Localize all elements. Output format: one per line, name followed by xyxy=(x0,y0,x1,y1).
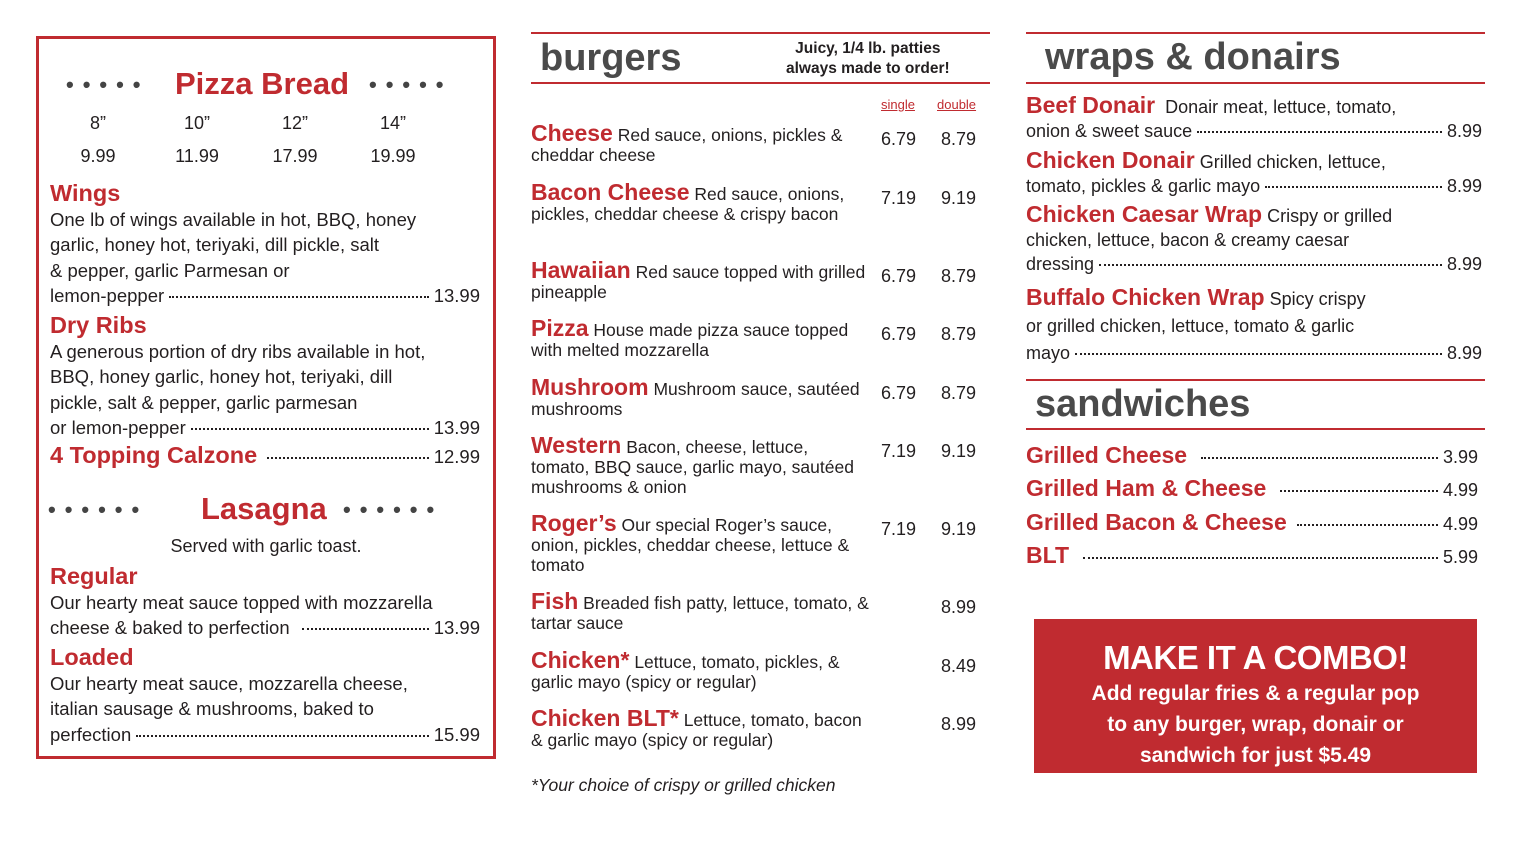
burger-row xyxy=(531,705,986,750)
price-single: 6.79 xyxy=(881,383,917,403)
combo-line: to any burger, wrap, donair or xyxy=(1107,713,1404,736)
burger-name: Fish xyxy=(531,588,579,614)
wrap-item: Chicken Donair Grilled chicken, lettuce, tomato, pickles & garlic mayo 8.99 xyxy=(1026,147,1482,196)
price-single: 7.19 xyxy=(881,188,917,208)
item-desc: BBQ, honey garlic, honey hot, teriyaki, dill xyxy=(50,366,393,388)
burger-desc: Breaded fish patty, lettuce, tomato, & tartar sauce xyxy=(531,593,869,633)
price-double: 8.79 xyxy=(941,129,977,149)
divider xyxy=(531,82,990,84)
sandwich-item xyxy=(1026,442,1478,469)
sandwiches-title: sandwiches xyxy=(1035,383,1251,425)
lasagna-loaded-item xyxy=(50,644,480,747)
price-line: or lemon-pepper 13.99 xyxy=(50,415,480,440)
sandwich-item xyxy=(1026,509,1478,536)
size-label: 10” xyxy=(183,113,210,133)
item-desc: pickle, salt & pepper, garlic parmesan xyxy=(50,391,358,413)
dry-ribs-item xyxy=(50,312,480,440)
size-price: 9.99 xyxy=(80,146,116,166)
size-label: 12” xyxy=(281,113,308,133)
combo-banner xyxy=(1034,619,1477,773)
item-price: 8.99 xyxy=(1446,176,1482,196)
burger-row xyxy=(531,510,986,575)
col-double-header: double xyxy=(937,97,977,112)
col-single-header: single xyxy=(881,97,915,112)
burger-desc: Mushroom sauce, sautéed mushrooms xyxy=(531,379,860,419)
burger-row xyxy=(531,179,986,224)
item-name: Grilled Bacon & Cheese xyxy=(1026,509,1287,535)
burger-desc: Red sauce, onions, pickles, cheddar cheese & crispy bacon xyxy=(531,184,845,224)
item-name: Chicken Caesar Wrap xyxy=(1026,201,1263,227)
divider xyxy=(1026,379,1485,381)
price-single: 6.79 xyxy=(881,266,917,286)
burger-desc: Lettuce, tomato, pickles, & garlic mayo (spicy or regular) xyxy=(531,652,840,692)
decorative-dots: •••••• xyxy=(48,497,149,522)
item-price: 13.99 xyxy=(433,617,480,639)
price-double: 8.99 xyxy=(941,714,977,734)
wraps-title: wraps & donairs xyxy=(1045,36,1341,78)
burger-desc: Red sauce, onions, pickles & cheddar cheese xyxy=(531,125,843,165)
price-double: 8.79 xyxy=(941,324,977,344)
item-price: 13.99 xyxy=(433,284,480,306)
wrap-item: Beef Donair Donair meat, lettuce, tomato, onion & sweet sauce 8.99 xyxy=(1026,92,1482,141)
price-single: 7.19 xyxy=(881,441,917,461)
burger-desc: Bacon, cheese, lettuce, tomato, BBQ sauce, garlic mayo, sautéed mushrooms & onion xyxy=(531,437,854,497)
item-price: 4.99 xyxy=(1442,514,1478,534)
size-price: 19.99 xyxy=(370,146,416,166)
lasagna-title: Lasagna xyxy=(201,491,327,526)
item-desc: garlic, honey hot, teriyaki, dill pickle, salt xyxy=(50,234,380,256)
item-name: Grilled Cheese xyxy=(1026,442,1188,468)
item-desc: Our hearty meat sauce, mozzarella cheese, xyxy=(50,673,408,694)
burger-desc: Our special Roger’s sauce, onion, pickles, cheddar cheese, lettuce & tomato xyxy=(531,515,850,575)
price-single: 6.79 xyxy=(881,324,917,344)
price-double: 8.49 xyxy=(941,656,977,676)
wrap-item: Chicken Caesar Wrap Crispy or grilled chicken, lettuce, bacon & creamy caesar dressing 8.99 xyxy=(1026,201,1482,274)
item-price: 13.99 xyxy=(433,416,480,438)
burger-name: Western xyxy=(531,432,622,458)
burger-name: Roger’s xyxy=(531,510,617,536)
burger-name: Mushroom xyxy=(531,374,649,400)
item-price: 3.99 xyxy=(1442,447,1478,467)
size-price: 17.99 xyxy=(272,146,318,166)
burger-name: Chicken BLT* xyxy=(531,705,679,731)
item-desc: & pepper, garlic Parmesan or xyxy=(50,259,290,281)
price-double: 9.19 xyxy=(941,441,977,461)
price-double: 8.79 xyxy=(941,383,977,403)
item-name: Dry Ribs xyxy=(50,312,147,338)
price-double: 9.19 xyxy=(941,188,977,208)
burgers-footnote: *Your choice of crispy or grilled chicken xyxy=(531,775,836,795)
item-price: 8.99 xyxy=(1446,254,1482,274)
divider xyxy=(1026,32,1485,34)
decorative-dots: ••••• xyxy=(369,72,453,97)
calzone-item xyxy=(50,442,480,469)
item-price: 8.99 xyxy=(1446,121,1482,141)
item-name: Loaded xyxy=(50,644,134,670)
decorative-dots: ••••• xyxy=(66,72,150,97)
wrap-item: Buffalo Chicken Wrap Spicy crispy or grilled chicken, lettuce, tomato & garlic mayo 8.99 xyxy=(1026,284,1482,367)
burger-name: Chicken* xyxy=(531,647,630,673)
price-single: 7.19 xyxy=(881,519,917,539)
burger-name: Bacon Cheese xyxy=(531,179,690,205)
decorative-dots: •••••• xyxy=(343,497,444,522)
burger-name: Hawaiian xyxy=(531,257,631,283)
burger-row xyxy=(531,432,986,497)
item-name: Chicken Donair xyxy=(1026,147,1195,173)
price-single: 6.79 xyxy=(881,129,917,149)
pizza-bread-title: Pizza Bread xyxy=(175,66,350,101)
item-price: 15.99 xyxy=(433,723,480,745)
item-name: BLT xyxy=(1026,542,1070,568)
item-desc: italian sausage & mushrooms, baked to xyxy=(50,698,374,720)
size-label: 8” xyxy=(89,113,106,133)
burger-desc: Lettuce, tomato, bacon & garlic mayo (spicy or regular) xyxy=(531,710,862,750)
price-double: 9.19 xyxy=(941,519,977,539)
burger-row xyxy=(531,374,986,419)
burger-name: Pizza xyxy=(531,315,589,341)
divider xyxy=(531,32,990,34)
price-double: 8.99 xyxy=(941,597,977,617)
burger-row xyxy=(531,647,986,692)
item-name: Grilled Ham & Cheese xyxy=(1026,475,1267,501)
divider xyxy=(1026,428,1485,430)
sandwich-item xyxy=(1026,475,1478,502)
combo-line: Add regular fries & a regular pop xyxy=(1091,682,1420,705)
item-price: 12.99 xyxy=(433,446,480,467)
burger-desc: Red sauce topped with grilled pineapple xyxy=(531,262,866,302)
lasagna-note: Served with garlic toast. xyxy=(170,536,362,556)
item-price: 4.99 xyxy=(1442,480,1478,500)
burger-row xyxy=(531,588,986,633)
burgers-note: Juicy, 1/4 lb. patties always made to order! xyxy=(786,40,950,77)
size-label: 14” xyxy=(379,113,406,133)
wings-item xyxy=(50,180,480,308)
item-name: 4 Topping Calzone xyxy=(50,442,258,468)
item-price: 8.99 xyxy=(1446,343,1482,363)
burger-row xyxy=(531,120,986,165)
lasagna-regular-item xyxy=(50,563,480,641)
burger-name: Cheese xyxy=(531,120,613,146)
price-line: cheese & baked to perfection 13.99 xyxy=(50,615,480,640)
item-name: Regular xyxy=(50,563,138,589)
item-desc: One lb of wings available in hot, BBQ, honey xyxy=(50,209,417,230)
burger-row xyxy=(531,257,986,302)
price-line: lemon-pepper 13.99 xyxy=(50,283,480,308)
item-name: Buffalo Chicken Wrap xyxy=(1026,284,1265,310)
item-desc: A generous portion of dry ribs available in hot, xyxy=(50,341,426,362)
item-desc: Our hearty meat sauce topped with mozzarella xyxy=(50,592,433,613)
burger-desc: House made pizza sauce topped with melted mozzarella xyxy=(531,320,849,360)
sandwich-item xyxy=(1026,542,1478,569)
combo-line: sandwich for just $5.49 xyxy=(1139,744,1372,767)
item-price: 5.99 xyxy=(1442,547,1478,567)
size-price: 11.99 xyxy=(175,146,219,166)
item-name: Wings xyxy=(50,180,121,206)
combo-headline: MAKE IT A COMBO! xyxy=(1103,639,1408,676)
price-line: perfection 15.99 xyxy=(50,722,480,747)
burgers-title: burgers xyxy=(540,37,682,79)
burger-row xyxy=(531,315,986,360)
item-name: Beef Donair xyxy=(1026,92,1156,118)
price-double: 8.79 xyxy=(941,266,977,286)
divider xyxy=(1026,82,1485,84)
